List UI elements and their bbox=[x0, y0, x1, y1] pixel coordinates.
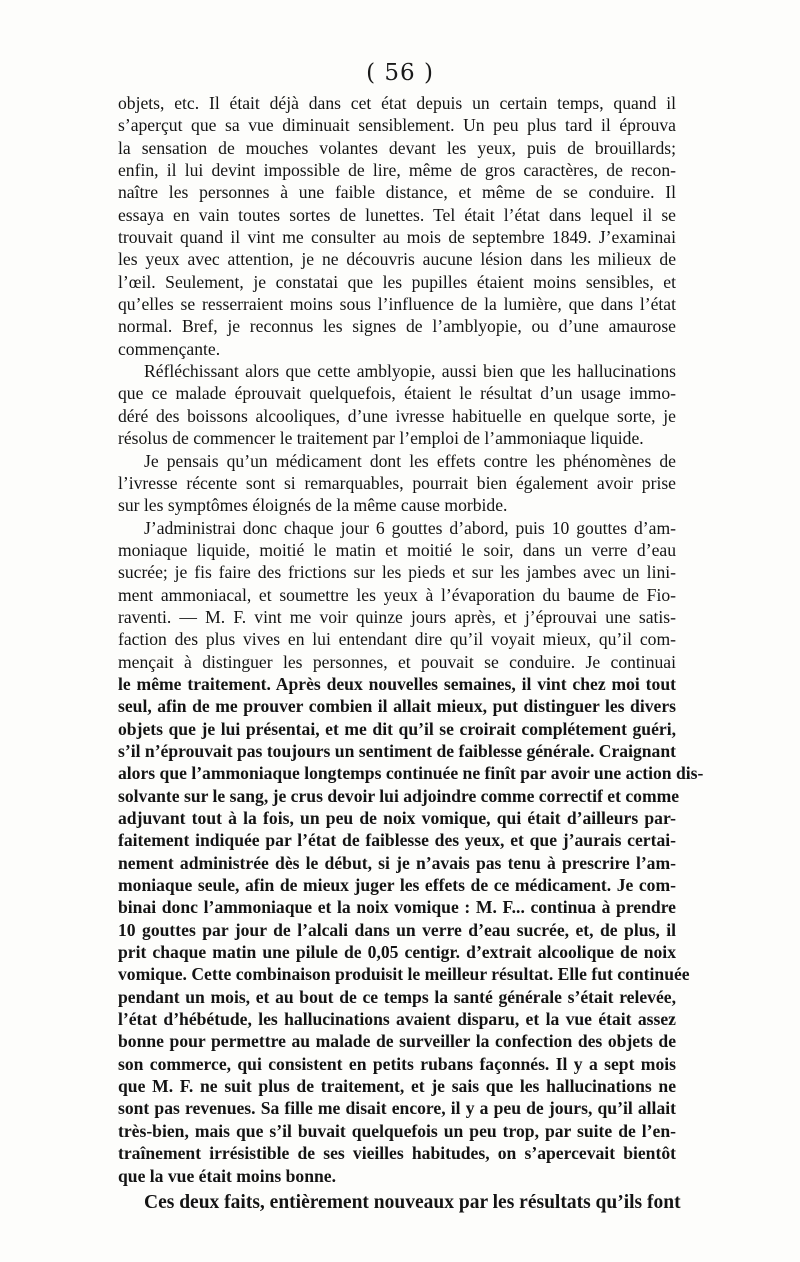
text-line: ment ammoniacal, et soumettre les yeux à l’évaporation du baume de Fio- bbox=[118, 584, 676, 605]
text-line: l’œil. Seulement, je constatai que les pupilles étaient moins sensibles, et bbox=[118, 271, 676, 292]
text-line: faitement indiquée par l’état de faiblesse des yeux, et que j’aurais certai- bbox=[118, 830, 676, 851]
text-line: sucrée; je fis faire des frictions sur les pieds et sur les jambes avec un lini- bbox=[118, 562, 676, 583]
text-line: essaya en vain toutes sortes de lunettes. Tel était l’état dans lequel il se bbox=[118, 204, 676, 225]
text-line: objets que je lui présentai, et me dit qu’il se croirait complétement guéri, bbox=[118, 718, 676, 739]
text-line: J’administrai donc chaque jour 6 gouttes d’abord, puis 10 gouttes d’am- bbox=[144, 517, 676, 538]
paragraph bbox=[118, 92, 676, 360]
text-line: Réfléchissant alors que cette amblyopie, aussi bien que les hallucinations bbox=[144, 361, 676, 382]
text-line: le même traitement. Après deux nouvelles semaines, il vint chez moi tout bbox=[118, 673, 676, 694]
text-line: enfin, il lui devint impossible de lire, même de gros caractères, de recon- bbox=[118, 160, 676, 181]
paragraph bbox=[118, 360, 676, 449]
page-number: ( 56 ) bbox=[366, 60, 434, 86]
text-line: pendant un mois, et au bout de ce temps la santé générale s’était relevée, bbox=[118, 986, 676, 1007]
text-line: déré des boissons alcooliques, d’une ivresse habituelle en quelque sorte, je bbox=[118, 405, 676, 426]
text-line: Je pensais qu’un médicament dont les effets contre les phénomènes de bbox=[144, 450, 676, 471]
text-line: les yeux avec attention, je ne découvris aucune lésion dans les milieux de bbox=[118, 249, 676, 270]
text-line: qu’elles se resserraient moins sous l’influence de la lumière, que dans l’état bbox=[118, 294, 676, 315]
text-line: bonne pour permettre au malade de surveiller la confection des objets de bbox=[118, 1031, 676, 1052]
text-line: son commerce, qui consistent en petits rubans façonnés. Il y a sept mois bbox=[118, 1053, 676, 1074]
text-line: que M. F. ne suit plus de traitement, et je sais que les hallucinations ne bbox=[118, 1076, 676, 1097]
text-line: moniaque seule, afin de mieux juger les effets de ce médicament. Je com- bbox=[118, 875, 676, 896]
text-line: nement administrée dès le début, si je n’avais pas tenu à prescrire l’am- bbox=[118, 852, 676, 873]
text-line: faction des plus vives en lui entendant dire qu’il voyait mieux, qu’il com- bbox=[118, 629, 676, 650]
text-line: commençante. bbox=[118, 338, 221, 359]
paragraph bbox=[118, 450, 676, 517]
text-line: solvante sur le sang, je crus devoir lui adjoindre comme correctif et comme bbox=[118, 785, 680, 806]
text-line: normal. Bref, je reconnus les signes de l’amblyopie, ou d’une amaurose bbox=[118, 316, 676, 337]
text-line: trouvait quand il vint me consulter au mois de septembre 1849. J’examinai bbox=[118, 227, 676, 248]
text-line: sont pas revenues. Sa fille me disait encore, il y a peu de jours, qu’il allait bbox=[118, 1098, 676, 1119]
text-line: seul, afin de me prouver combien il allait mieux, put distinguer les divers bbox=[118, 696, 676, 717]
text-line: alors que l’ammoniaque longtemps continuée ne finît par avoir une action dis- bbox=[118, 763, 704, 784]
text-line: que ce malade éprouvait quelquefois, étaient le résultat d’un usage immo- bbox=[118, 383, 676, 404]
text-line: la sensation de mouches volantes devant les yeux, puis de brouillards; bbox=[118, 137, 676, 158]
text-line: moniaque liquide, moitié le matin et moitié le soir, dans un verre d’eau bbox=[118, 539, 676, 560]
text-line: prit chaque matin une pilule de 0,05 centigr. d’extrait alcoolique de noix bbox=[118, 942, 676, 963]
body-text bbox=[118, 92, 704, 1215]
text-line: traînement irrésistible de ses vieilles habitudes, on s’apercevait bientôt bbox=[118, 1143, 676, 1164]
text-line: adjuvant tout à la fois, un peu de noix vomique, qui était d’ailleurs par- bbox=[118, 808, 676, 828]
text-line: résolus de commencer le traitement par l’emploi de l’ammoniaque liquide. bbox=[118, 428, 644, 449]
text-line: raventi. — M. F. vint me voir quinze jours après, et j’éprouvai une satis- bbox=[118, 606, 676, 627]
text-line: l’état d’hébétude, les hallucinations avaient disparu, et la vue était assez bbox=[118, 1009, 676, 1030]
text-line: Ces deux faits, entièrement nouveaux par les résultats qu’ils font bbox=[144, 1191, 681, 1213]
text-line: vomique. Cette combinaison produisit le meilleur résultat. Elle fut continuée bbox=[118, 964, 690, 985]
text-line: binai donc l’ammoniaque et la noix vomique : M. F... continua à prendre bbox=[118, 897, 676, 918]
paragraph bbox=[118, 1191, 681, 1215]
text-line: s’il n’éprouvait pas toujours un sentiment de faiblesse générale. Craignant bbox=[118, 740, 676, 761]
text-line: naître les personnes à une faible distance, et même de se conduire. Il bbox=[118, 182, 676, 203]
text-line: mençait à distinguer les personnes, et pouvait se conduire. Je continuai bbox=[118, 651, 676, 672]
text-line: l’ivresse récente sont si remarquables, pourrait bien également avoir prise bbox=[118, 472, 676, 493]
text-line: sur les symptômes éloignés de la même cause morbide. bbox=[118, 495, 508, 516]
paragraph bbox=[118, 517, 704, 1187]
text-line: s’aperçut que sa vue diminuait sensiblement. Un peu plus tard il éprouva bbox=[118, 115, 676, 136]
text-line: que la vue était moins bonne. bbox=[118, 1165, 336, 1186]
text-line: 10 gouttes par jour de l’alcali dans un verre d’eau sucrée, et, de plus, il bbox=[118, 919, 676, 940]
text-line: objets, etc. Il était déjà dans cet état depuis un certain temps, quand il bbox=[118, 93, 676, 113]
text-line: très-bien, mais que s’il buvait quelquefois un peu trop, par suite de l’en- bbox=[118, 1120, 676, 1141]
